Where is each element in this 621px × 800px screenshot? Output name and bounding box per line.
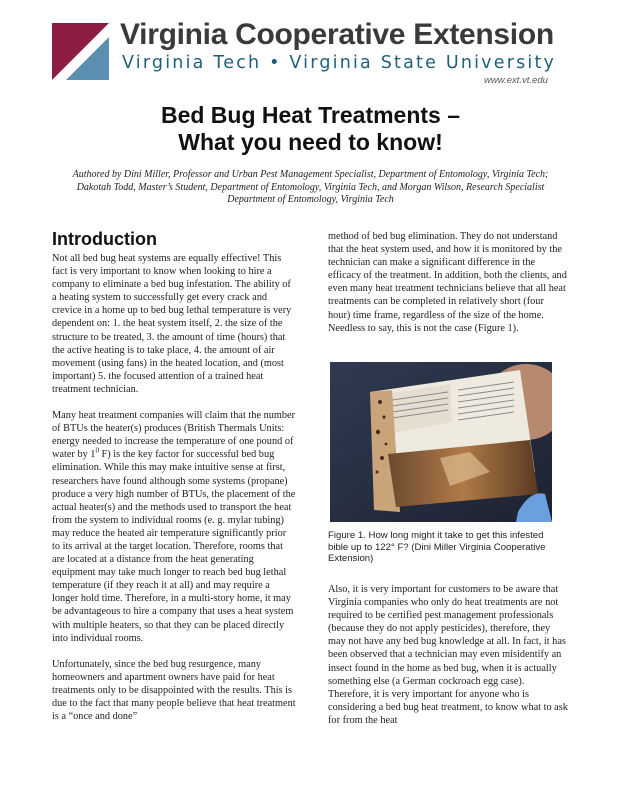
- extension-logo-icon: [52, 23, 109, 80]
- author-credits: Authored by Dini Miller, Professor and Urban Pest Management Specialist, Department of Entomology, Virginia Tech; Dakotah Todd, Master’s Student, Department of Entomology, Virginia Tech, and Morgan Wilson, Research Specialist Department of Entomology, Virginia Tech: [72, 169, 549, 205]
- org-subtitle: Virginia Tech • Virginia State University: [122, 53, 557, 73]
- paragraph-3: Unfortunately, since the bed bug resurgence, many homeowners and apartment owners have paid for heat treatments only to be disappointed with the results. This is due to the fact that many people believe that heat treatment is a “once and done”: [52, 658, 296, 723]
- masthead: [0, 0, 621, 92]
- paragraph-5: Also, it is very important for customers to be aware that Virginia companies who only do heat treatments are not required to be certified pest management professionals (because they do not apply pesticides), therefore, they may not have any bed bug knowledge at all. In fact, it has been observed that a technician may even misidentify an insect found in the home as bed bug, when it is actually something else (a German cockroach egg case). Therefore, it is very important for anyone who is considering a bed bug heat treatment, to know what to ask for from the heat: [328, 584, 568, 726]
- paragraph-4: method of bed bug elimination. They do not understand that the heat system used, and how it is monitored by the technician can make a significant difference in the efficacy of the treatment. In addition, both the clients, and even many heat treatment technicians believe that all heat treatments can be completed in relatively short (four hour) time frame, regardless of the size of the home. Needless to say, this is not the case (Figure 1).: [328, 231, 567, 334]
- paragraph-1: Not all bed bug heat systems are equally effective! This fact is very important to know when looking to hire a company to eliminate a bed bug infestation. The ability of a heating system to successfully get every crack and crevice in a home up to bed bug lethal temperature is very dependent on: 1. the heat system itself, 2. the size of the structure to be treated, 3. the amount of time (hours) that the active heating is to take place, 4. the amount of air movement (using fans) in the heated location, and (most important) 5. the focused attention of a trained heat treatment technician.: [52, 253, 292, 395]
- org-url[interactable]: www.ext.vt.edu: [484, 75, 548, 86]
- right-column: [328, 230, 568, 348]
- right-column-lower: [328, 583, 568, 740]
- title-line-2: What you need to know!: [178, 129, 443, 155]
- left-column: [52, 229, 296, 736]
- org-name: Virginia Cooperative Extension: [120, 18, 554, 51]
- paragraph-2: Many heat treatment companies will claim that the number of BTUs the heater(s) produces (British Thermals Units: energy needed to increase the temperature of one pound of water by $1^0$ F) is the key factor for successful bed bug elimination. While this may make intuitive sense at first, researchers have found although some systems (propane) produce a very high number of BTUs, the placement of the actual heater(s) and the methods used to transport the heat from the system to individual rooms (e. g. mylar tubing) may reduce the heated air temperature significantly prior to its arrival at the target location. Therefore, rooms that are located at a distance from the heat generating equipment may take much longer to reach bed bug lethal temperature (if they reach it at all) and may require a longer hold time. Therefore, in a multi-story home, it may be advantageous to hire a company that uses a heat system with multiple heaters, so that they can be placed directly into individual rooms.: [52, 410, 296, 644]
- title-line-1: Bed Bug Heat Treatments –: [160, 102, 461, 128]
- infested-bible-image: [330, 362, 552, 522]
- figure-photo: [330, 362, 552, 522]
- page-title: [0, 102, 621, 156]
- figure-caption: Figure 1. How long might it take to get this infested bible up to 122° F? (Dini Miller Virginia Cooperative Extension): [328, 530, 546, 564]
- section-heading: Introduction: [52, 229, 157, 249]
